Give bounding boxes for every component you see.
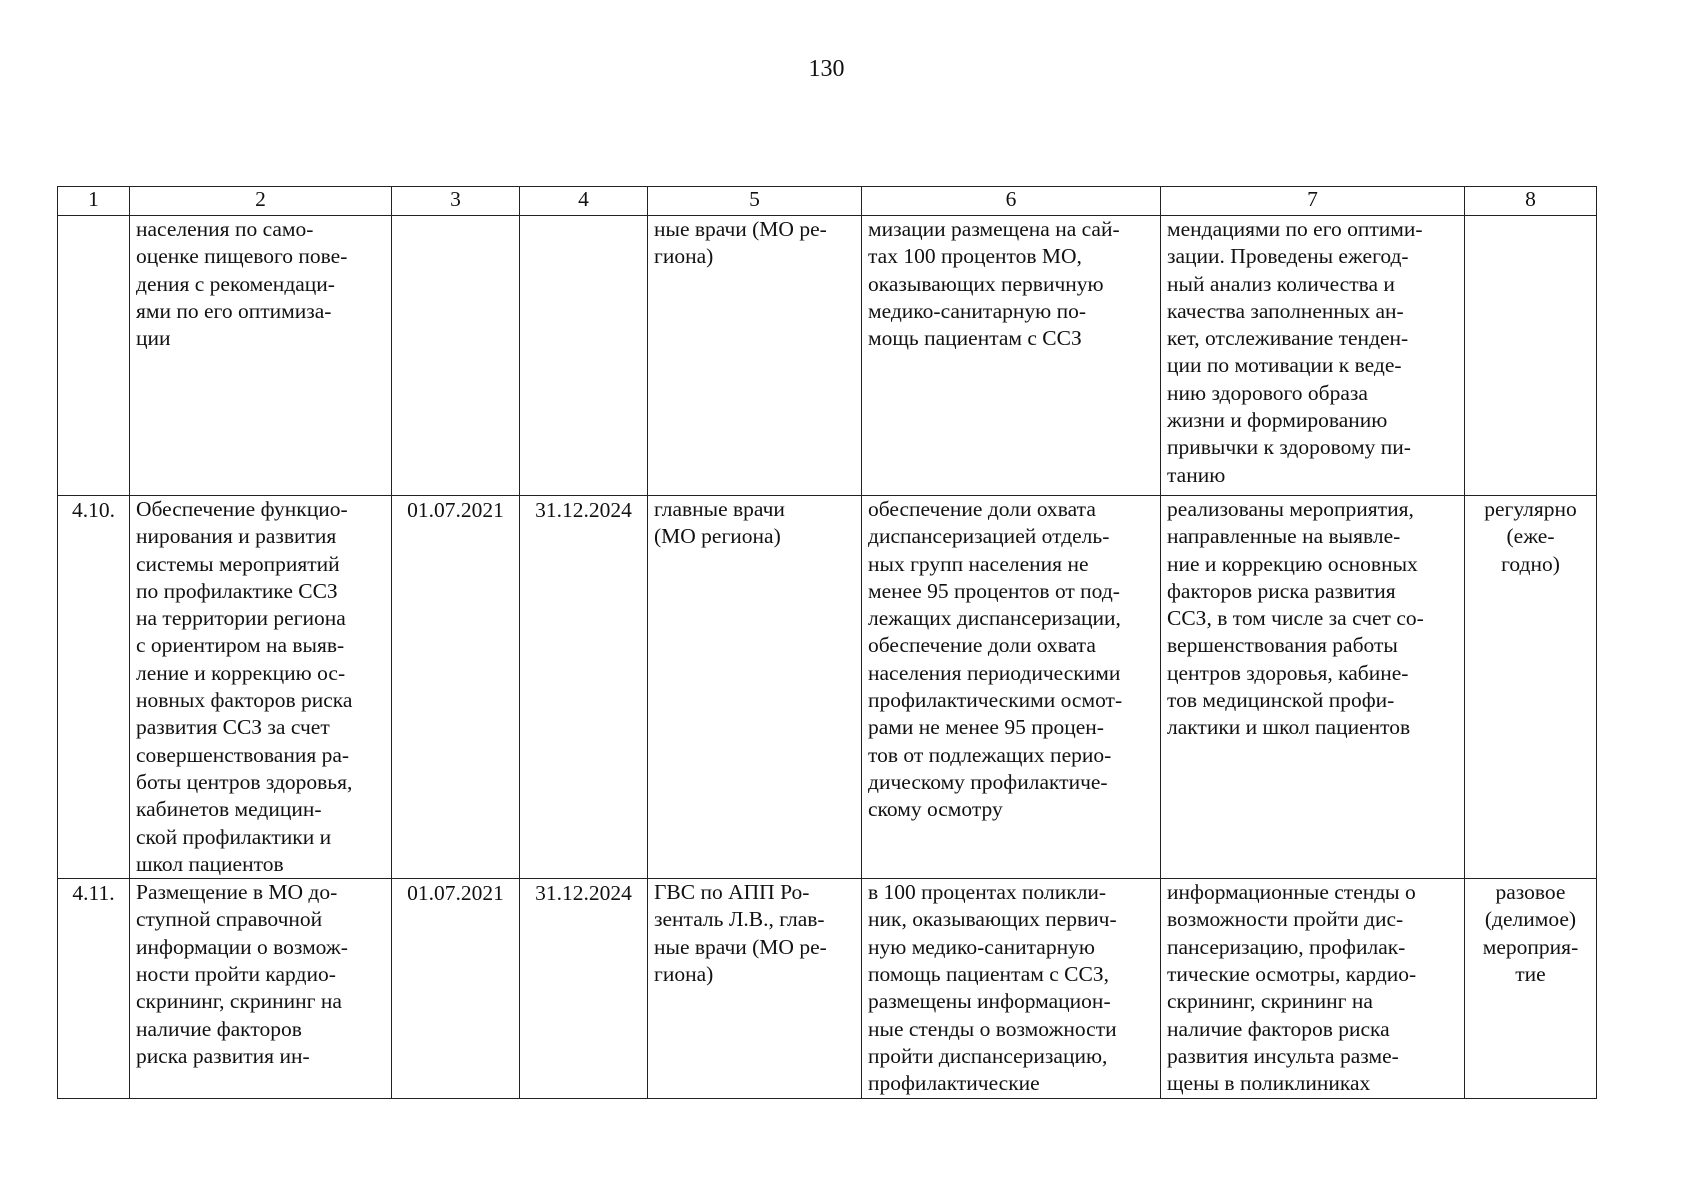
indicator: мизации размещена на сай- тах 100 процентов МО, оказывающих первичную медико-санитарную по- мощь пациентам с ССЗ [868, 217, 1120, 351]
page-number: 130 [808, 56, 845, 82]
end-date-cell [520, 496, 648, 879]
measure-name: Размещение в МО до- ступной справочной информации о возмож- ности пройти кардио- скрининг, скрининг на наличие факторов риска развития ин- [136, 880, 348, 1068]
measure-name-cell [130, 879, 392, 1098]
start-date: 01.07.2021 [407, 881, 504, 906]
result-cell [1161, 879, 1465, 1098]
responsible: ГВС по АПП Ро- зенталь Л.В., глав- ные врачи (МО ре- гиона) [654, 880, 827, 987]
column-number-8: 8 [1465, 187, 1597, 216]
end-date: 31.12.2024 [535, 881, 632, 906]
responsible-cell [648, 496, 862, 879]
indicator-cell [862, 216, 1161, 496]
column-number-6: 6 [862, 187, 1161, 216]
column-number-4: 4 [520, 187, 648, 216]
periodicity-cell [1465, 879, 1597, 1098]
end-date-cell [520, 216, 648, 496]
result: реализованы мероприятия, направленные на выявле- ние и коррекцию основных факторов риска развития ССЗ, в том числе за счет со- вершенствования работы центров здоровья, кабине- тов медицинской профи- лактики и школ пациентов [1167, 497, 1424, 740]
indicator-cell [862, 879, 1161, 1098]
result: информационные стенды о возможности пройти дис- пансеризацию, профилак- тические осмотры, кардио- скрининг, скрининг на наличие факторов риска развития инсульта разме- щены в поликлиниках [1167, 880, 1417, 1096]
start-date: 01.07.2021 [407, 498, 504, 522]
periodicity-cell [1465, 216, 1597, 496]
responsible: ные врачи (МО ре- гиона) [654, 217, 827, 269]
column-number-3: 3 [392, 187, 520, 216]
column-number-5: 5 [648, 187, 862, 216]
periodicity: регулярно (еже- годно) [1484, 497, 1577, 576]
column-number-row [58, 187, 1597, 216]
indicator: в 100 процентах поликли- ник, оказывающих первич- ную медико-санитарную помощь пациентам с ССЗ, размещены информацион- ные стенды о возможности пройти диспансеризацию, профилактические [868, 880, 1117, 1096]
responsible-cell [648, 216, 862, 496]
measures-table [57, 186, 1597, 1099]
result-cell [1161, 216, 1465, 496]
indicator-cell [862, 496, 1161, 879]
result: мендациями по его оптими- зации. Проведены ежегод- ный анализ количества и качества заполненных ан- кет, отслеживание тенден- ции по мотивации к веде- нию здорового образа жизни и формированию привычки к здоровому пи- танию [1167, 217, 1423, 487]
measure-name: населения по само- оценке пищевого пове- дения с рекомендаци- ями по его оптимиза- ции [136, 217, 348, 351]
column-number-7: 7 [1161, 187, 1465, 216]
indicator: обеспечение доли охвата диспансеризацией отдель- ных групп населения не менее 95 процентов от под- лежащих диспансеризации, обеспечение доли охвата населения периодическими профилактическими осмот- рами не менее 95 процен- тов от подлежащих перио- дическому профилактиче- скому осмотру [868, 497, 1123, 822]
column-number-1: 1 [58, 187, 130, 216]
end-date: 31.12.2024 [535, 498, 632, 522]
result-cell [1161, 496, 1465, 879]
row-number-cell [58, 879, 130, 1098]
row-number: 4.11. [72, 881, 115, 906]
responsible-cell [648, 879, 862, 1098]
row-number: 4.10. [72, 498, 115, 522]
end-date-cell [520, 879, 648, 1098]
row-number-cell [58, 216, 130, 496]
start-date-cell [392, 879, 520, 1098]
responsible: главные врачи (МО региона) [654, 497, 785, 549]
table-row [58, 879, 1597, 1098]
column-number-2: 2 [130, 187, 392, 216]
measure-name-cell [130, 216, 392, 496]
table-row [58, 216, 1597, 496]
table-row [58, 496, 1597, 879]
measure-name: Обеспечение функцио- нирования и развития системы мероприятий по профилактике ССЗ на территории региона с ориентиром на выяв- ление и коррекцию ос- новных факторов риска развития ССЗ за счет совершенствования ра- боты центров здоровья, кабинетов медицин- ской профилактики и школ пациентов [136, 497, 353, 876]
periodicity-cell [1465, 496, 1597, 879]
measure-name-cell [130, 496, 392, 879]
start-date-cell [392, 496, 520, 879]
start-date-cell [392, 216, 520, 496]
periodicity: разовое (делимое) мероприя- тие [1482, 880, 1579, 987]
row-number-cell [58, 496, 130, 879]
